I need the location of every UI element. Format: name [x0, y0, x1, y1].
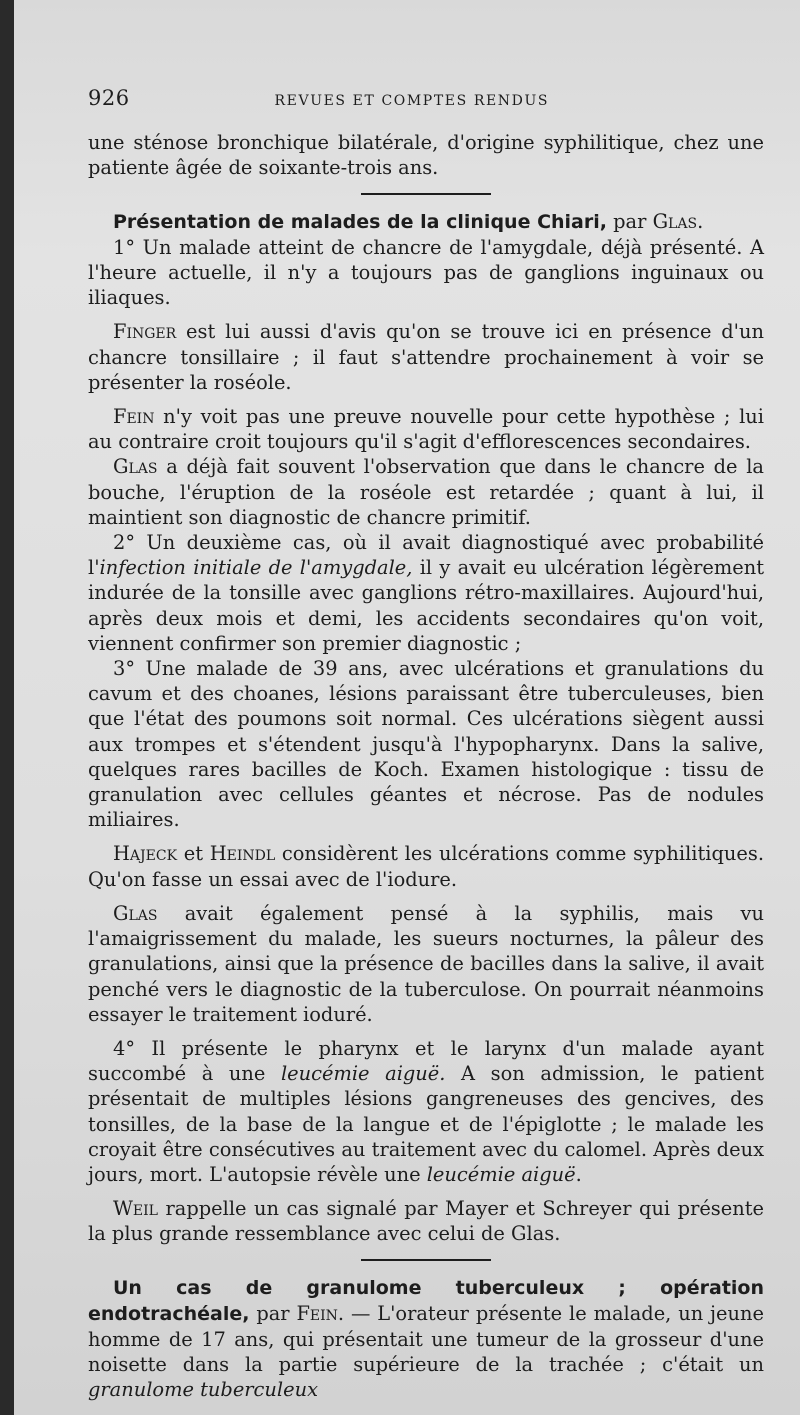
conjunction: et [177, 842, 210, 866]
case-4-italic-1: leucémie aiguë. [280, 1062, 446, 1086]
speaker-text: avait également pensé à la syphilis, mais vu l'amaigrissement du malade, les sueurs nocturnes, la pâleur des granulations, ainsi que la présence de bacilles dans la salive, il avait penché vers le diagnostic de la tuberculose. On pourrait néanmoins essayer le traitement ioduré. [88, 901, 764, 1026]
section-divider [361, 193, 491, 195]
case-2-italic: infection initiale de l'amygdale, [99, 556, 413, 580]
hajeck-paragraph [88, 841, 764, 891]
case-4-italic-2: leucémie aiguë [426, 1162, 576, 1186]
speaker-text: est lui aussi d'avis qu'on se trouve ici en présence d'un chancre tonsillaire ; il faut s'attendre prochainement à voir se présenter la roséole. [88, 320, 764, 394]
speaker-name: Glas [113, 455, 158, 479]
heading-par: par [249, 1301, 297, 1325]
page-header [88, 86, 764, 114]
glas-paragraph-1 [88, 454, 764, 530]
case-2-paragraph [88, 530, 764, 656]
heading-author: Fein [296, 1301, 338, 1325]
case-4-paragraph [88, 1036, 764, 1187]
heading-text: Présentation de malades de la clinique Chiari, [113, 210, 607, 233]
speaker-text: considèrent les ulcérations comme syphilitiques. Qu'on fasse un essai avec de l'iodure. [88, 842, 764, 891]
weil-paragraph [88, 1196, 764, 1246]
finger-paragraph [88, 319, 764, 395]
speaker-name: Hajeck [113, 842, 178, 866]
speaker-name: Glas [113, 901, 158, 925]
speaker-text: n'y voit pas une preuve nouvelle pour cette hypothèse ; lui au contraire croit toujours qu'il s'agit d'efflorescences secondaires. [88, 405, 764, 454]
heading-text: Un cas de granulome tuberculeux ; opération endotrachéale, [88, 1276, 764, 1325]
case-4-text-a: 4° Il présente le pharynx et le larynx d'un malade ayant succombé à une [88, 1036, 764, 1086]
case-1-paragraph: 1° Un malade atteint de chancre de l'amygdale, déjà présenté. A l'heure actuelle, il n'y a toujours pas de ganglions inguinaux ou iliaques. [88, 235, 764, 310]
section-body-italic: granulome tuberculeux [88, 1378, 319, 1402]
speaker-name: Weil [113, 1197, 158, 1221]
speaker-text: a déjà fait souvent l'observation que dans le chancre de la bouche, l'éruption de la roséole est retardée ; quant à lui, il maintient son diagnostic de chancre primitif. [88, 455, 764, 529]
section-body-text: . — L'orateur présente le malade, un jeune homme de 17 ans, qui présentait une tumeur de la grosseur d'une noisette dans la partie supérieure de la trachée ; c'était un [88, 1301, 764, 1377]
heading-author: Glas [652, 209, 698, 233]
speaker-text: rappelle un cas signalé par Mayer et Schreyer qui présente la plus grande ressemblance avec celui de Glas. [88, 1197, 764, 1246]
speaker-name: Fein [113, 405, 155, 429]
heading-author-end: . [697, 209, 704, 233]
fein-paragraph [88, 404, 764, 454]
speaker-name-2: Heindl [209, 842, 276, 866]
continued-paragraph: une sténose bronchique bilatérale, d'origine syphilitique, chez une patiente âgée de soixante-trois ans. [88, 131, 764, 180]
running-title: REVUES ET COMPTES RENDUS [274, 93, 550, 109]
section-heading-chiari [88, 209, 764, 235]
section-granulome-paragraph [88, 1275, 764, 1403]
section-divider [361, 1259, 491, 1261]
case-3-paragraph: 3° Une malade de 39 ans, avec ulcérations et granulations du cavum et des choanes, lésions paraissant être tuberculeuses, bien que l'état des poumons soit normal. Ces ulcérations siègent aussi aux trompes et s'étendent jusqu'à l'hypopharynx. Dans la salive, quelques rares bacilles de Koch. Examen histologique : tissu de granulation avec cellules géantes et nécrose. Pas de nodules miliaires. [88, 657, 764, 832]
case-2-text-a: 2° Un deuxième cas, où il avait diagnostiqué avec probabilité l' [88, 531, 764, 580]
case-4-end: . [575, 1162, 582, 1186]
document-page [88, 86, 764, 1403]
case-2-text-b: il y avait eu ulcération légèrement indurée de la tonsille avec ganglions rétro-maxillaires. Aujourd'hui, après deux mois et demi, les accidents secondaires qu'on voit, viennent confirmer son premier diagnostic ; [88, 556, 764, 655]
heading-par: par [606, 209, 653, 233]
speaker-name: Finger [113, 320, 177, 344]
glas-paragraph-2 [88, 901, 764, 1027]
case-4-text-b: A son admission, le patient présentait de multiples lésions gangreneuses des gencives, des tonsilles, de la base de la langue et de l'épiglotte ; le malade les croyait être consécutives au traitement avec du calomel. Après deux jours, mort. L'autopsie révèle une [88, 1062, 764, 1186]
page-number: 926 [88, 86, 130, 110]
